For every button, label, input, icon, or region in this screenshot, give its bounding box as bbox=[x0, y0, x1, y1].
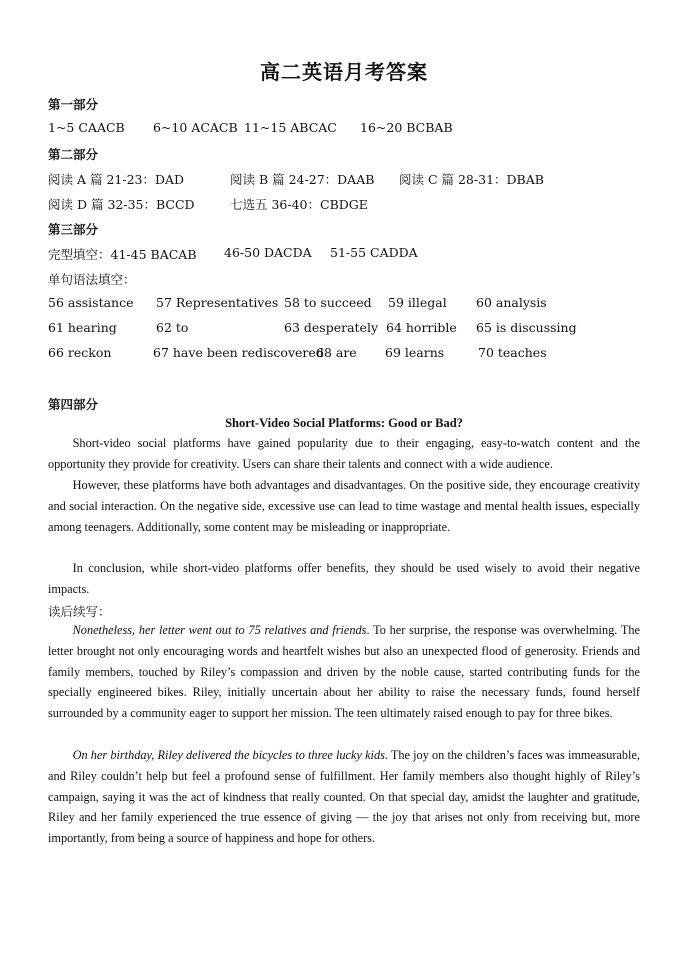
essay-title: Short-Video Social Platforms: Good or Bad? bbox=[225, 416, 463, 430]
part1-answer-2: 6~10 ACACB bbox=[153, 120, 238, 135]
grammar-answer: 64 horrible bbox=[386, 320, 457, 335]
continuation-paragraph-1 bbox=[48, 620, 640, 724]
reading-d-answer: 阅读 D 篇 32-35：BCCD bbox=[48, 197, 195, 212]
grammar-answer: 68 are bbox=[316, 345, 357, 360]
cloze-answer-1: 完型填空：41-45 BACAB bbox=[48, 247, 197, 262]
part3-heading: 第三部分 bbox=[48, 222, 99, 237]
grammar-answer: 67 have been rediscovered bbox=[153, 345, 324, 360]
grammar-answer: 70 teaches bbox=[478, 345, 547, 360]
grammar-answer: 59 illegal bbox=[388, 295, 447, 310]
page-title: 高二英语月考答案 bbox=[260, 60, 428, 84]
grammar-answer: 69 learns bbox=[385, 345, 445, 360]
continuation-p2-lead: On her birthday, Riley delivered the bicycles to three lucky kids bbox=[72, 748, 385, 762]
continuation-paragraph-2 bbox=[48, 745, 640, 849]
grammar-answer: 66 reckon bbox=[48, 345, 112, 360]
part1-answer-3: 11~15 ABCAC bbox=[244, 120, 337, 135]
continuation-p2-rest: . The joy on the children’s faces was immeasurable, and Riley couldn’t help but feel a profound sense of fulfillment. Her family members also thought highly of Riley’s campaign, saying it was the act of kindness that really counted. On that special day, amidst the laughter and gratitude, Riley and her family experienced the true essence of giving — the joy that arises not only from receiving but, more importantly, from being a source of happiness and hope for others. bbox=[48, 748, 640, 846]
part1-heading: 第一部分 bbox=[48, 97, 99, 112]
continuation-p1-rest: . To her surprise, the response was overwhelming. The letter brought not only encouraging words and heartfelt wishes but also an unexpected flood of generosity. Friends and family members, touched by Riley’s compassion and driven by the noble cause, started contributing funds for the specially engineered bikes. Riley, initially uncertain about her ability to raise the necessary funds, found herself surrounded by a community eager to support her mission. The teen ultimately raised enough to pay for three bikes. bbox=[48, 623, 640, 721]
essay-paragraph: However, these platforms have both advantages and disadvantages. On the positive side, they encourage creativity and social interaction. On the negative side, excessive use can lead to time wastage and mental health issues, especially among teenagers. Additionally, some content may be misleading or inappropriate. bbox=[48, 478, 640, 534]
grammar-answer: 62 to bbox=[156, 320, 189, 335]
grammar-answer: 57 Representatives bbox=[156, 295, 279, 310]
cloze-answer-2: 46-50 DACDA bbox=[224, 245, 312, 260]
part1-answer-1: 1~5 CAACB bbox=[48, 120, 125, 135]
reading-c-answer: 阅读 C 篇 28-31：DBAB bbox=[399, 172, 544, 187]
part1-answer-4: 16~20 BCBAB bbox=[360, 120, 453, 135]
grammar-answer: 58 to succeed bbox=[284, 295, 372, 310]
continuation-p1-lead: Nonetheless, her letter went out to 75 relatives and friends bbox=[72, 623, 367, 637]
essay-paragraph: Short-video social platforms have gained popularity due to their engaging, easy-to-watch content and the opportunity they provide for creativity. Users can share their talents and connect with a wide audience. bbox=[48, 436, 640, 471]
grammar-heading: 单句语法填空： bbox=[48, 272, 136, 287]
essay-paragraph: In conclusion, while short-video platforms offer benefits, they should be used wisely to avoid their negative impacts. bbox=[48, 561, 640, 596]
seven-choose-five-answer: 七选五 36-40：CBDGE bbox=[230, 197, 368, 212]
continuation-heading: 读后续写： bbox=[48, 604, 111, 619]
reading-a-answer: 阅读 A 篇 21-23：DAD bbox=[48, 172, 185, 187]
part4-heading: 第四部分 bbox=[48, 397, 99, 412]
part2-heading: 第二部分 bbox=[48, 147, 99, 162]
grammar-answer: 56 assistance bbox=[48, 295, 134, 310]
reading-b-answer: 阅读 B 篇 24-27：DAAB bbox=[230, 172, 375, 187]
grammar-answer: 63 desperately bbox=[284, 320, 379, 335]
grammar-answer: 60 analysis bbox=[476, 295, 547, 310]
grammar-answer: 61 hearing bbox=[48, 320, 117, 335]
grammar-answer: 65 is discussing bbox=[476, 320, 577, 335]
cloze-answer-3: 51-55 CADDA bbox=[330, 245, 418, 260]
